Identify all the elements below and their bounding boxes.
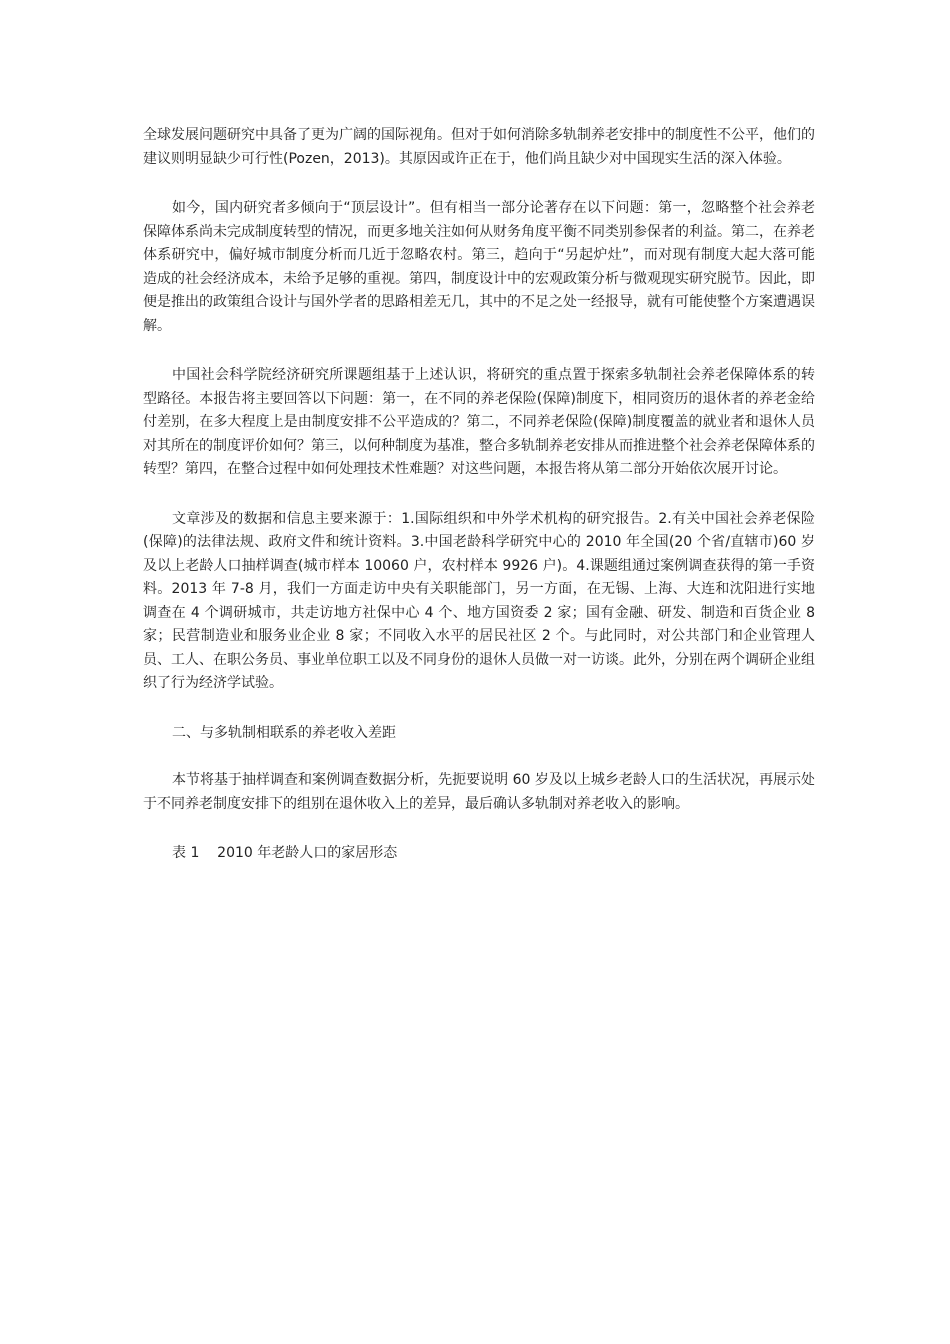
paragraph-section-intro: 本节将基于抽样调查和案例调查数据分析，先扼要说明 60 岁及以上城乡老龄人口的生活状况，再展示处于不同养老制度安排下的组别在退休收入上的差异，最后确认多轨制对养老收入的影响。 (143, 772, 815, 812)
section-heading: 二、与多轨制相联系的养老收入差距 (172, 724, 396, 741)
paragraph-top-level-design: 如今，国内研究者多倾向于“顶层设计”。但有相当一部分论著存在以下问题：第一，忽略整个社会养老保障体系尚未完成制度转型的情况，而更多地关注如何从财务角度平衡不同类别参保者的利益。第二，在养老体系研究中，偏好城市制度分析而几近于忽略农村。第三，趋向于“另起炉灶”，而对现有制度大起大落可能造成的社会经济成本，未给予足够的重视。第四，制度设计中的宏观政策分析与微观现实研究脱节。因此，即便是推出的政策组合设计与国外学者的思路相差无几，其中的不足之处一经报导，就有可能使整个方案遭遇误解。 (143, 200, 815, 334)
paragraph-research-questions: 中国社会科学院经济研究所课题组基于上述认识，将研究的重点置于探索多轨制社会养老保障体系的转型路径。本报告将主要回答以下问题：第一，在不同的养老保险(保障)制度下，相同资历的退休者的养老金给付差别，在多大程度上是由制度安排不公平造成的？第二，不同养老保险(保障)制度覆盖的就业者和退休人员对其所在的制度评价如何？第三，以何种制度为基准，整合多轨制养老安排从而推进整个社会养老保障体系的转型？第四，在整合过程中如何处理技术性难题？对这些问题，本报告将从第二部分开始依次展开讨论。 (143, 367, 815, 477)
document-page (143, 124, 815, 866)
table-caption: 表 1 2010 年老龄人口的家居形态 (172, 845, 398, 861)
paragraph-continued: 全球发展问题研究中具备了更为广阔的国际视角。但对于如何消除多轨制养老安排中的制度性不公平，他们的建议则明显缺少可行性(Pozen，2013)。其原因或许正在于，他们尚且缺少对中国现实生活的深入体验。 (143, 127, 815, 167)
paragraph-data-sources: 文章涉及的数据和信息主要来源于：1.国际组织和中外学术机构的研究报告。2.有关中国社会养老保险(保障)的法律法规、政府文件和统计资料。3.中国老龄科学研究中心的 2010 年全国(20 个省/直辖市)60 岁及以上老龄人口抽样调查(城市样本 10060 户，农村样本 9926 户)。4.课题组通过案例调查获得的第一手资料。2013 年 7-8 月，我们一方面走访中央有关职能部门，另一方面，在无锡、上海、大连和沈阳进行实地调查在 4 个调研城市，共走访地方社保中心 4 个、地方国资委 2 家；国有金融、研发、制造和百货企业 8 家；民营制造业和服务业企业 8 家；不同收入水平的居民社区 2 个。与此同时，对公共部门和企业管理人员、工人、在职公务员、事业单位职工以及不同身份的退休人员做一对一访谈。此外，分别在两个调研企业组织了行为经济学试验。 (143, 510, 815, 691)
